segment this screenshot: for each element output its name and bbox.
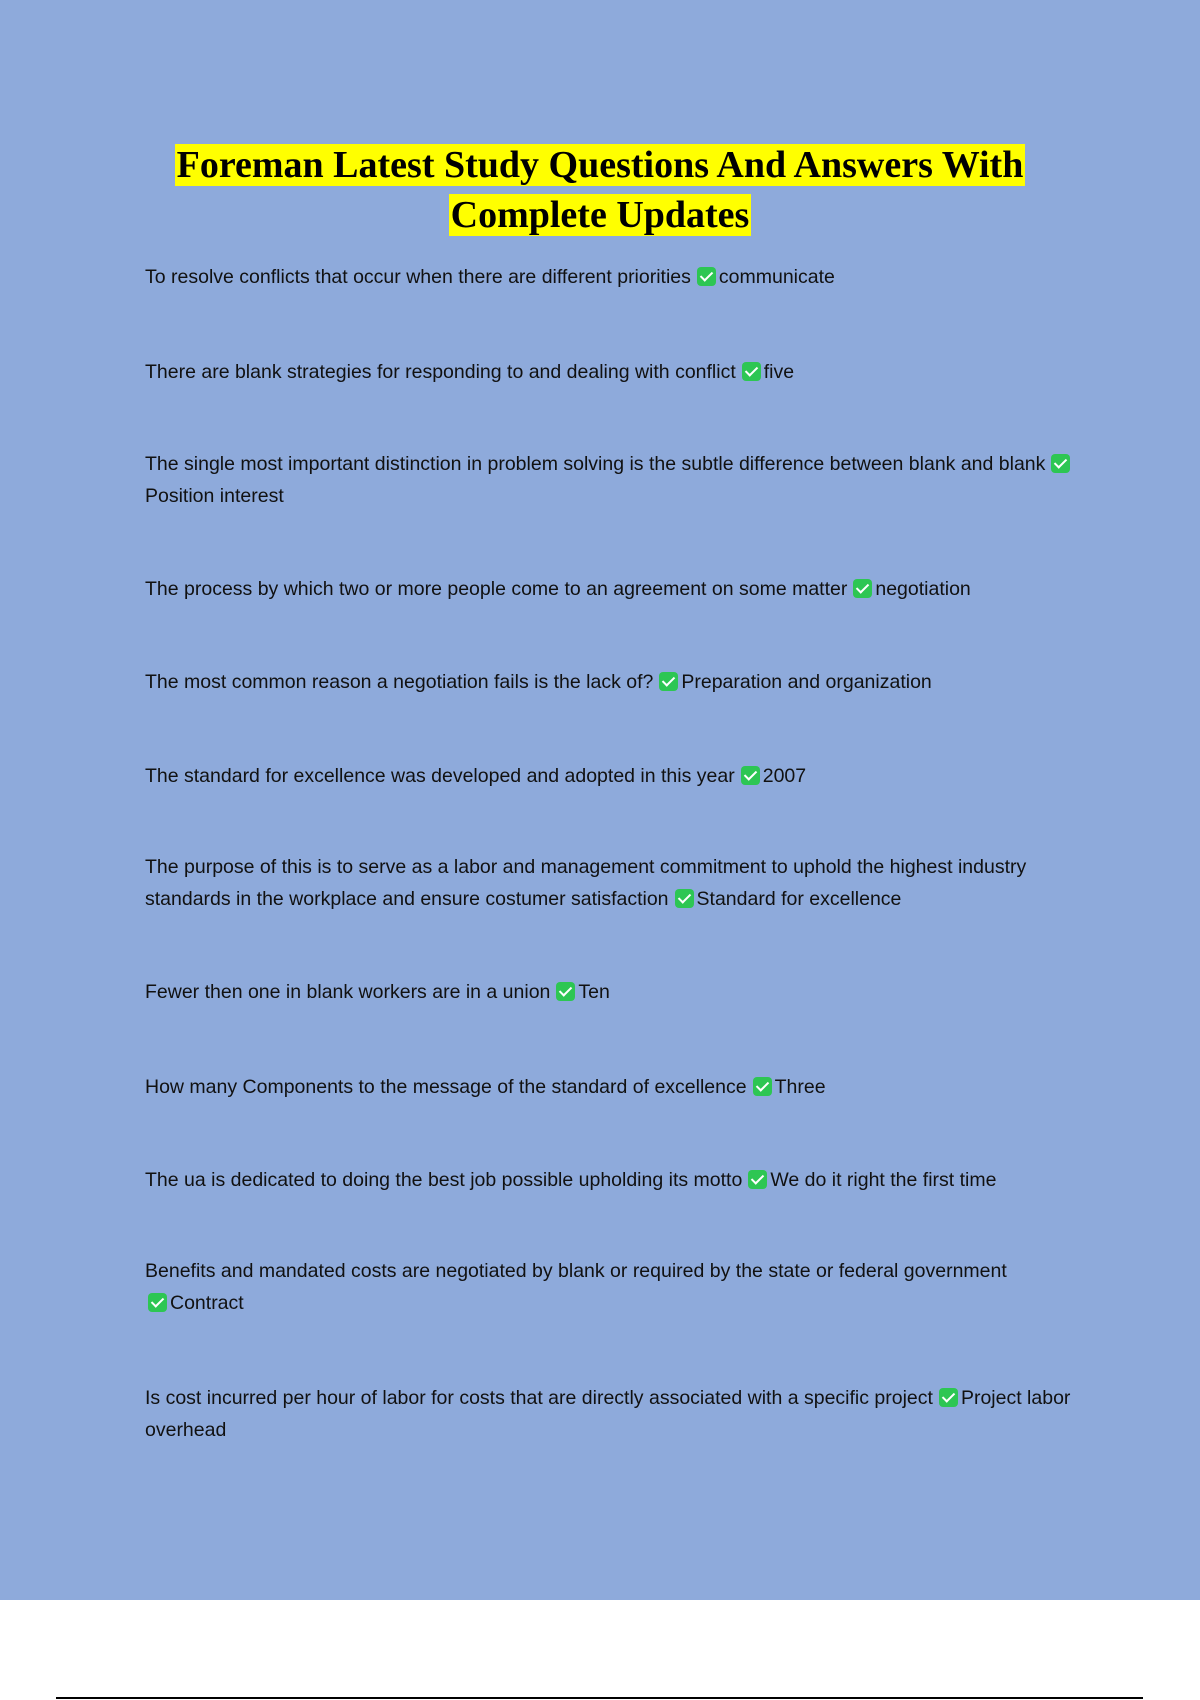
document-title — [0, 140, 1200, 240]
question-text: The single most important distinction in problem solving is the subtle difference between blank and blank — [145, 453, 1046, 475]
answer-text: Standard for excellence — [696, 888, 902, 910]
check-mark-icon — [741, 766, 760, 785]
question-text: Fewer then one in blank workers are in a union — [145, 981, 551, 1003]
check-mark-icon — [697, 267, 716, 286]
question-text: How many Components to the message of the standard of excellence — [145, 1076, 747, 1098]
qa-item-11 — [145, 1255, 1075, 1319]
answer-text: Preparation and organization — [681, 671, 932, 693]
qa-item-2 — [145, 356, 1075, 388]
answer-text: 2007 — [762, 765, 807, 787]
check-mark-icon — [748, 1170, 767, 1189]
qa-item-7 — [145, 851, 1075, 915]
question-text: Is cost incurred per hour of labor for costs that are directly associated with a specific project — [145, 1387, 933, 1409]
answer-text: Ten — [578, 981, 610, 1003]
qa-item-9 — [145, 1071, 1075, 1103]
question-text: The standard for excellence was developed and adopted in this year — [145, 765, 735, 787]
question-text: The process by which two or more people come to an agreement on some matter — [145, 578, 848, 600]
question-text: To resolve conflicts that occur when there are different priorities — [145, 266, 691, 288]
answer-text: communicate — [718, 266, 835, 288]
check-mark-icon — [742, 362, 761, 381]
check-mark-icon — [148, 1293, 167, 1312]
question-text: The ua is dedicated to doing the best job possible upholding its motto — [145, 1169, 743, 1191]
title-line-2: Complete Updates — [450, 194, 750, 236]
answer-text: Contract — [170, 1292, 244, 1314]
question-text: The purpose of this is to serve as a labor and management commitment to uphold the highest industry standards in the workplace and ensure costumer satisfaction — [145, 856, 1027, 910]
qa-item-5 — [145, 666, 1075, 698]
check-mark-icon — [939, 1388, 958, 1407]
qa-item-1 — [145, 261, 1075, 293]
answer-text: We do it right the first time — [770, 1169, 997, 1191]
answer-text: five — [763, 361, 795, 383]
answer-text: Position interest — [145, 485, 284, 507]
check-mark-icon — [753, 1077, 772, 1096]
question-text: There are blank strategies for responding to and dealing with conflict — [145, 361, 736, 383]
check-mark-icon — [1051, 454, 1070, 473]
qa-item-3 — [145, 448, 1075, 512]
answer-text: Three — [774, 1076, 826, 1098]
question-text: The most common reason a negotiation fails is the lack of? — [145, 671, 654, 693]
qa-item-6 — [145, 760, 1075, 792]
qa-item-8 — [145, 976, 1075, 1008]
qa-item-12 — [145, 1382, 1075, 1446]
qa-item-4 — [145, 573, 1075, 605]
answer-text: negotiation — [875, 578, 971, 600]
check-mark-icon — [853, 579, 872, 598]
qa-item-10 — [145, 1164, 1075, 1196]
answer-text: Project labor overhead — [145, 1387, 1071, 1441]
check-mark-icon — [675, 889, 694, 908]
footer-divider — [56, 1697, 1143, 1699]
check-mark-icon — [556, 982, 575, 1001]
question-text: Benefits and mandated costs are negotiated by blank or required by the state or federal government — [145, 1260, 1007, 1282]
title-line-1: Foreman Latest Study Questions And Answers With — [176, 144, 1024, 186]
check-mark-icon — [659, 672, 678, 691]
